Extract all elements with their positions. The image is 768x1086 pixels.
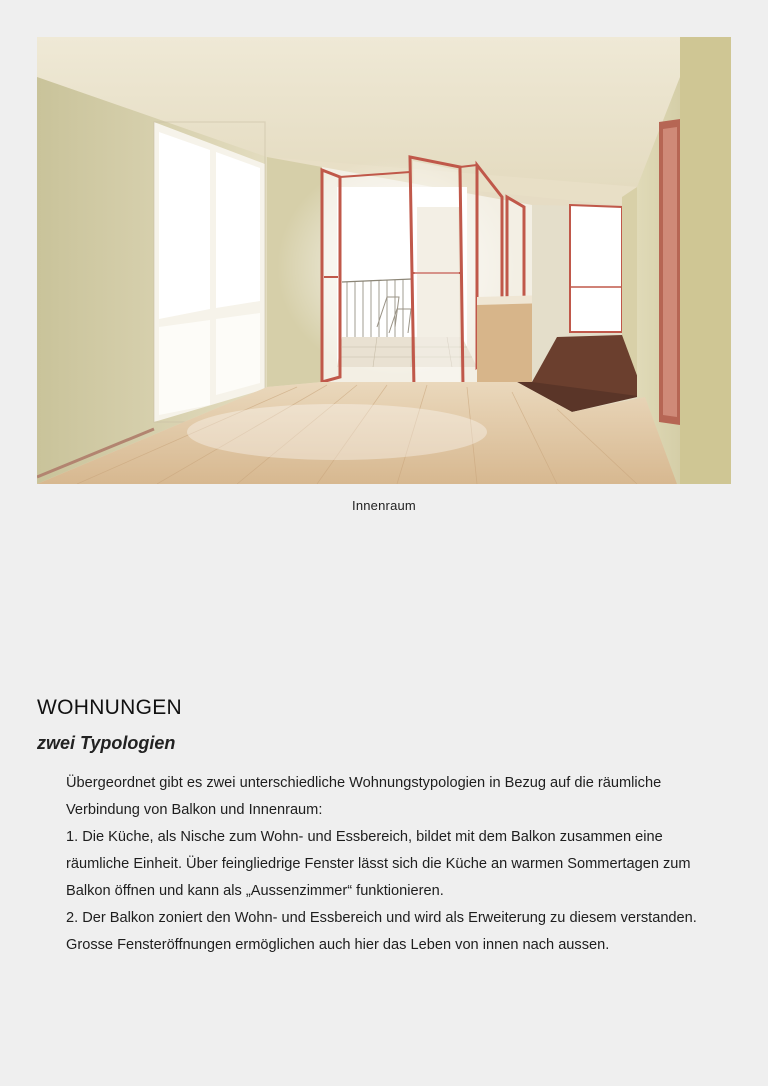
interior-rendering-illustration: [37, 37, 731, 484]
paragraph-typology-1: 1. Die Küche, als Nische zum Wohn- und Essbereich, bildet mit dem Balkon zusammen eine räumliche Einheit. Über feingliedrige Fenster lässt sich die Küche an warmen Sommertagen zum Balkon öffnen und kann als „Aussenzimmer“ funktionieren.: [66, 829, 691, 899]
paragraph-typology-2: 2. Der Balkon zoniert den Wohn- und Essbereich und wird als Erweiterung zu diesem verstanden. Grosse Fensteröffnungen ermöglichen auch hier das Leben von innen nach aussen.: [66, 910, 697, 953]
section-title: WOHNUNGEN: [37, 696, 183, 719]
paragraph-intro: Übergeordnet gibt es zwei unterschiedliche Wohnungstypologien in Bezug auf die räumliche Verbindung von Balkon und Innenraum:: [66, 775, 662, 818]
interior-rendering: [37, 37, 731, 484]
body-text: [66, 770, 726, 959]
section-subtitle: zwei Typologien: [37, 733, 176, 753]
image-caption: Innenraum: [352, 498, 416, 513]
